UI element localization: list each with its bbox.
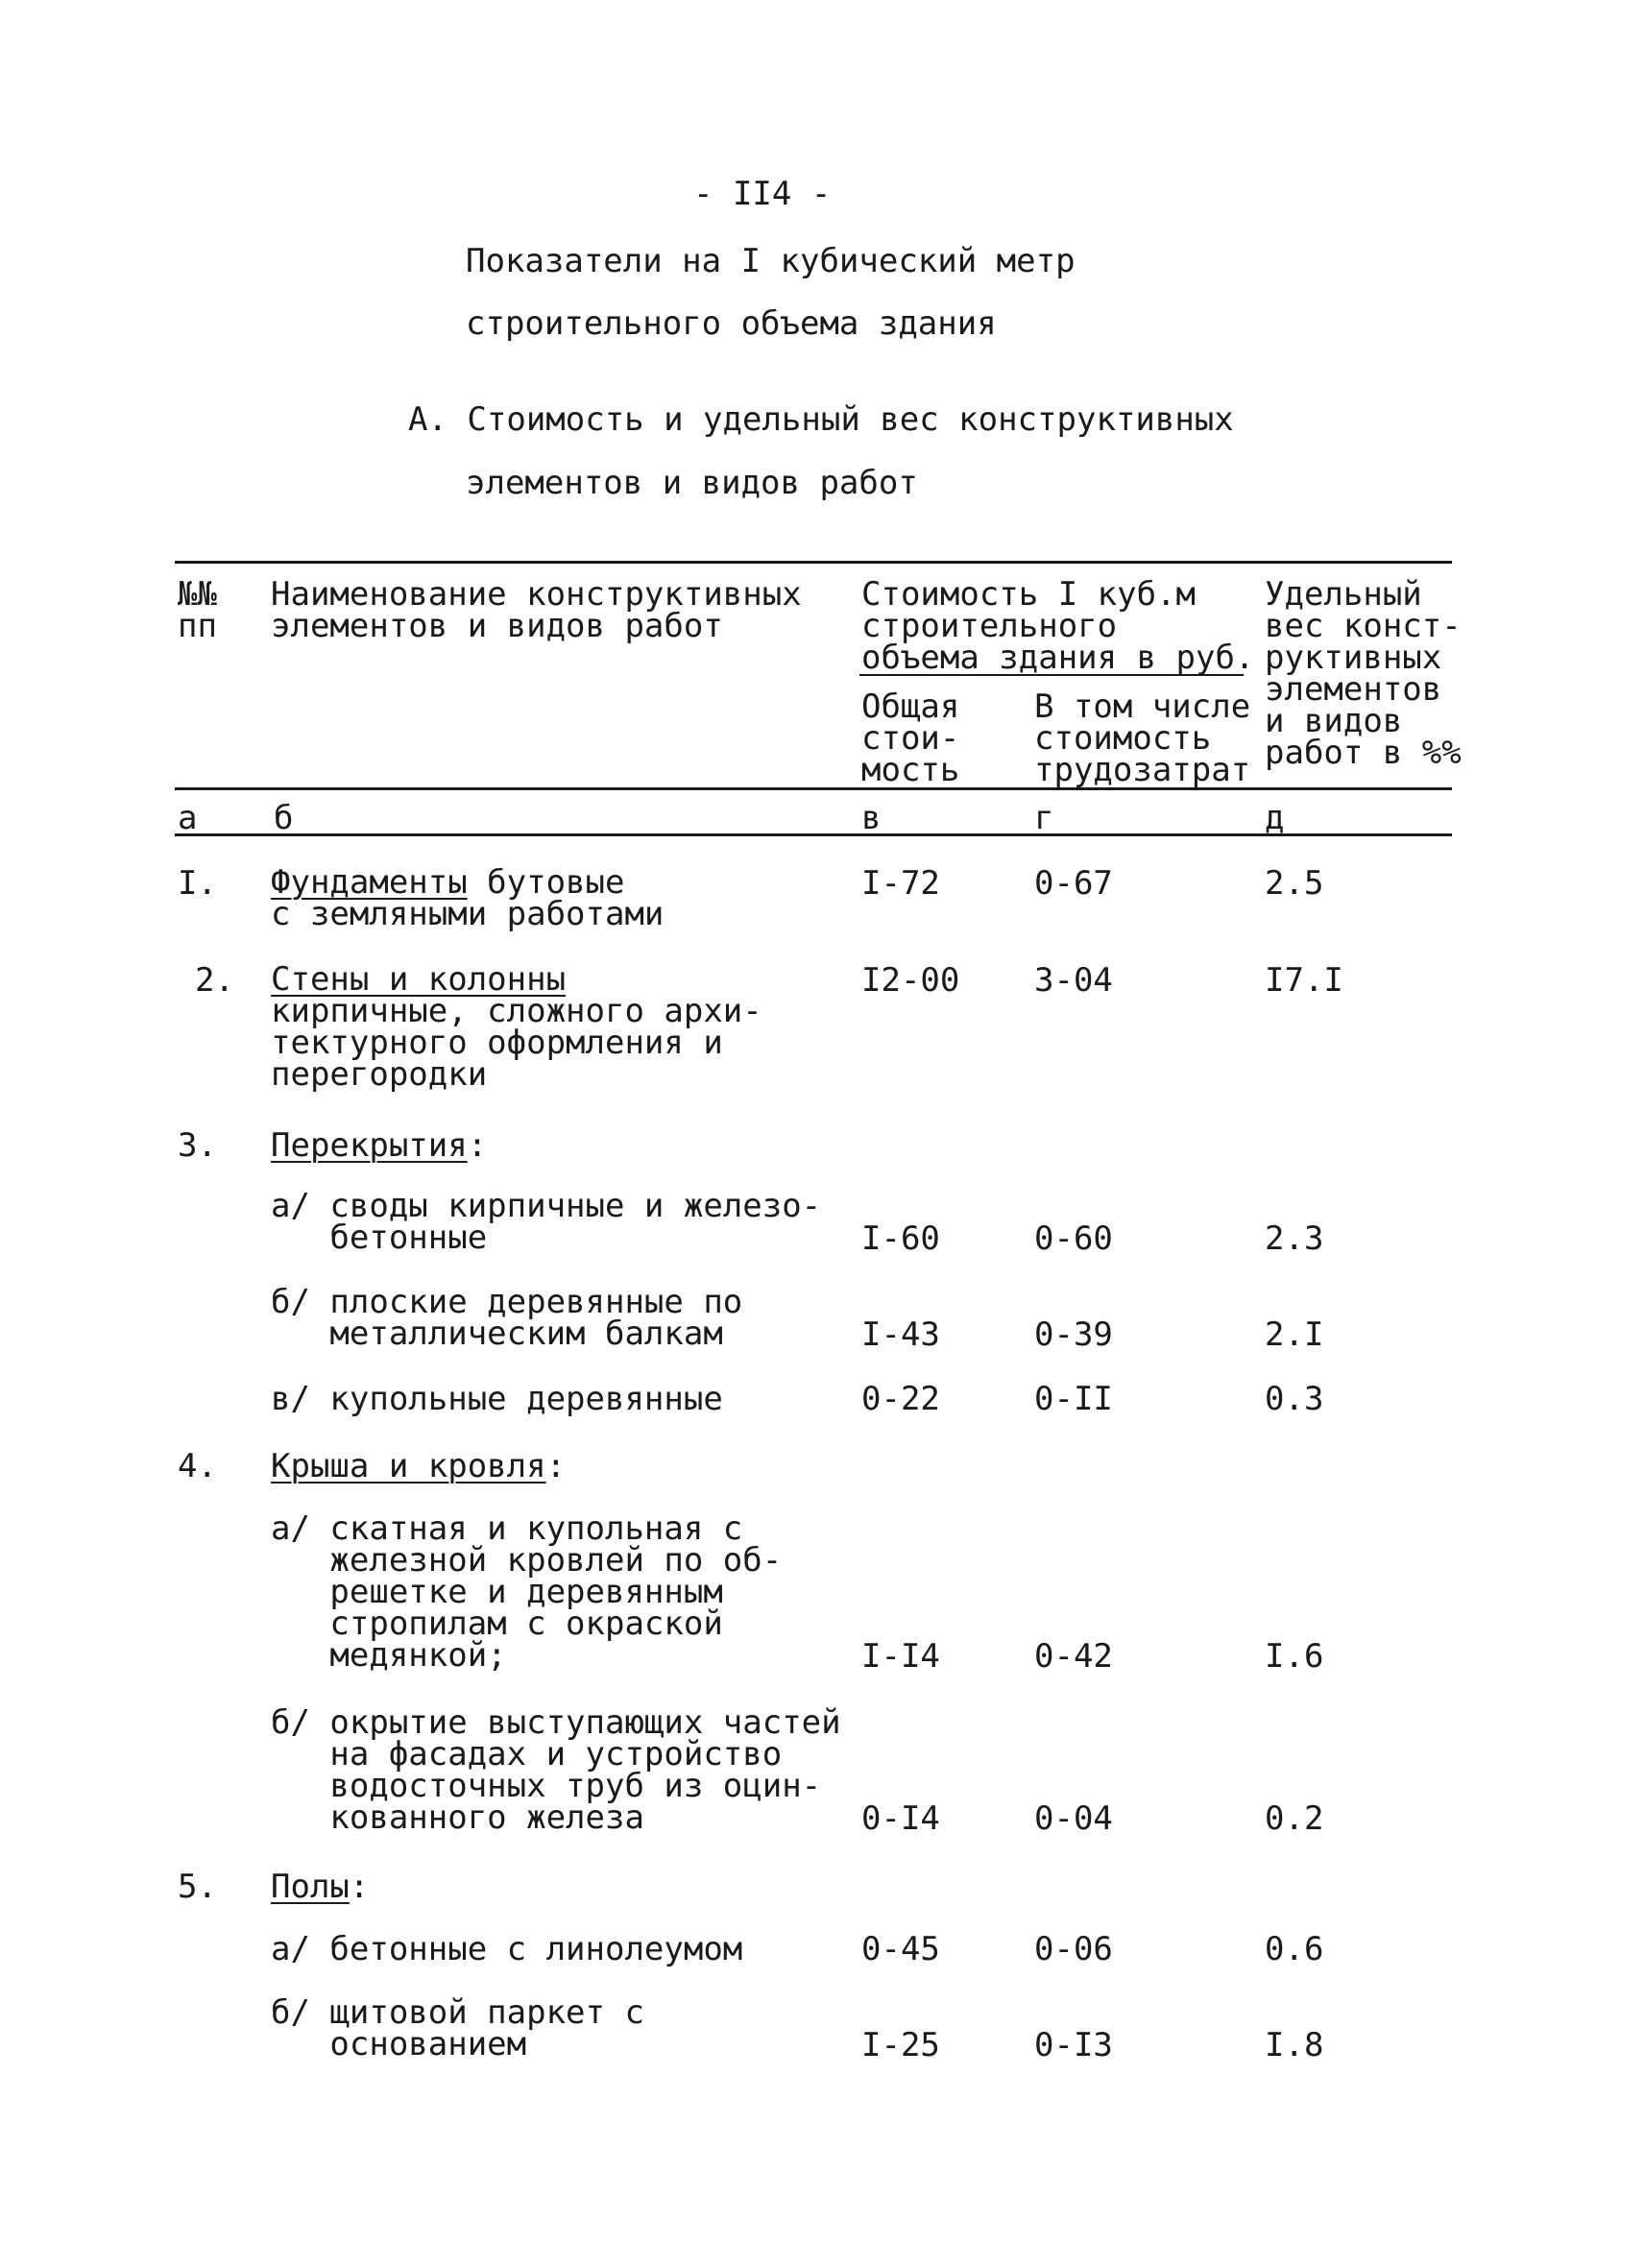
row-total-cost: I-72 (861, 864, 940, 903)
row-total-cost: I-I4 (861, 1637, 940, 1676)
row-number: 5. (178, 1868, 217, 1906)
row-description (271, 1447, 567, 1485)
subrow-description: а/ бетонные с линолеумом (271, 1930, 743, 1968)
row-description (271, 1126, 488, 1165)
row-number: 2. (195, 961, 234, 1000)
row-text: кирпичные, сложного архи- тектурного оформления и перегородки (271, 992, 762, 1094)
subrow-description: б/ плоские деревянные по металлическим балкам (271, 1283, 743, 1353)
letter-a: а (178, 799, 198, 837)
row-text: бутовые с земляными работами (271, 863, 665, 933)
section-heading-line-2: элементов и видов работ (466, 464, 918, 502)
row-labor-cost: 3-04 (1034, 961, 1113, 1000)
row-number: 3. (178, 1126, 217, 1165)
row-text: : (545, 1447, 567, 1485)
row-text: : (349, 1868, 370, 1906)
row-share: 0.6 (1265, 1930, 1324, 1968)
page-title-line-2: строительного объема здания (466, 304, 997, 343)
letter-v: в (861, 799, 882, 837)
row-share: 0.2 (1265, 1799, 1324, 1838)
row-labor-cost: 0-II (1034, 1380, 1113, 1418)
subrow-description: в/ купольные деревянные (271, 1380, 723, 1418)
row-description (271, 1868, 370, 1906)
subrow-description: а/ своды кирпичные и железо- бетонные (271, 1187, 822, 1257)
letter-row-rule (175, 833, 1452, 836)
header-number: №№ пп (178, 575, 217, 645)
row-labor-cost: 0-67 (1034, 864, 1113, 903)
section-heading-line-1: А. Стоимость и удельный вес конструктивных (408, 400, 1234, 439)
row-description (271, 863, 665, 933)
row-share: 2.I (1265, 1315, 1324, 1354)
page-number: - II4 - (693, 175, 832, 213)
row-share: 2.5 (1265, 864, 1324, 903)
row-number: 4. (178, 1447, 217, 1485)
letter-d: д (1265, 799, 1285, 837)
row-share: I.8 (1265, 2026, 1324, 2064)
row-total-cost: 0-I4 (861, 1799, 940, 1838)
row-total-cost: I-60 (861, 1219, 940, 1258)
row-total-cost: I-25 (861, 2026, 940, 2064)
row-total-cost: 0-22 (861, 1380, 940, 1418)
row-labor-cost: 0-60 (1034, 1219, 1113, 1258)
subrow-description: б/ окрытие выступающих частей на фасадах и устройство водосточных труб из оцин- кованного железа (271, 1703, 841, 1837)
row-text: : (467, 1126, 488, 1165)
row-labor-cost: 0-42 (1034, 1637, 1113, 1676)
row-title: Полы (271, 1868, 350, 1906)
row-title: Перекрытия (271, 1126, 468, 1165)
row-share: I.6 (1265, 1637, 1324, 1676)
page-title-line-1: Показатели на I кубический метр (466, 242, 1076, 280)
row-labor-cost: 0-06 (1034, 1930, 1113, 1968)
header-share: Удельный вес конст- руктивных элементов и видов работ в %% (1265, 575, 1462, 772)
letter-g: г (1034, 799, 1054, 837)
letter-b: б (274, 799, 294, 837)
row-total-cost: 0-45 (861, 1930, 940, 1968)
table-top-rule (175, 561, 1452, 564)
row-share: 2.3 (1265, 1219, 1324, 1258)
row-labor-cost: 0-04 (1034, 1799, 1113, 1838)
subrow-description: а/ скатная и купольная с железной кровлей по об- решетке и деревянным стропилам с окраской медянкой; (271, 1509, 783, 1675)
header-name: Наименование конструктивных элементов и видов работ (271, 575, 802, 645)
row-share: 0.3 (1265, 1380, 1324, 1418)
row-description (271, 960, 762, 1094)
row-total-cost: I2-00 (861, 961, 960, 1000)
row-total-cost: I-43 (861, 1315, 940, 1354)
row-share: I7.I (1265, 961, 1343, 1000)
subrow-description: б/ щитовой паркет с основанием (271, 1993, 644, 2063)
row-title: Фундаменты (271, 863, 468, 902)
row-title: Крыша и кровля (271, 1447, 546, 1485)
row-labor-cost: 0-39 (1034, 1315, 1113, 1354)
header-cost-group: Стоимость I куб.м строительного объема здания в руб. (861, 575, 1255, 677)
header-bottom-rule (175, 787, 1452, 790)
header-labor-cost: В том числе стоимость трудозатрат (1034, 688, 1251, 789)
row-number: I. (178, 864, 217, 903)
header-total-cost: Общая стои- мость (861, 688, 960, 789)
row-title: Стены и колонны (271, 960, 567, 999)
row-labor-cost: 0-I3 (1034, 2026, 1113, 2064)
